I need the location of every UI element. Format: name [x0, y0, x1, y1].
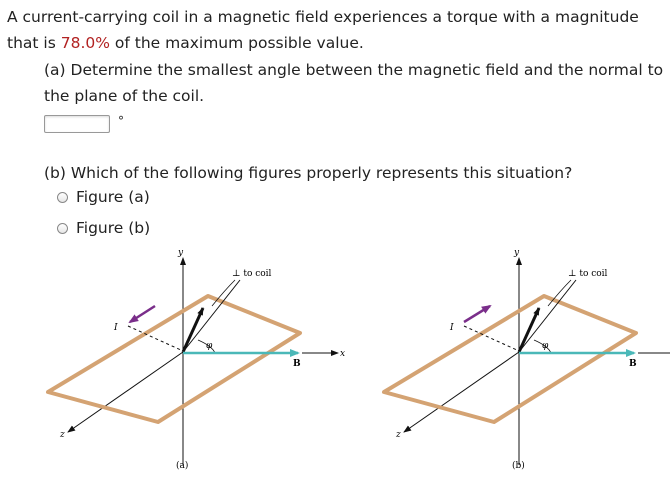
answer-row	[44, 114, 124, 134]
field-label: B	[293, 359, 301, 369]
option-figure-b[interactable]	[57, 219, 150, 237]
z-axis	[404, 352, 519, 432]
part-a-prompt: (a) Determine the smallest angle between the magnetic field and the normal to the plane of the coil.	[44, 61, 664, 105]
figure-b	[378, 240, 668, 473]
z-axis	[68, 352, 183, 432]
x-axis-label: x	[340, 349, 346, 359]
angle-label: φ	[542, 341, 549, 351]
torque-percent: 78.0%	[60, 34, 110, 52]
option-figure-a[interactable]	[57, 188, 150, 206]
option-figure-a-label: Figure (a)	[76, 188, 150, 206]
normal-label: ⊥ to coil	[568, 269, 608, 279]
part-b-prompt: (b) Which of the following figures properly represents this situation?	[44, 164, 573, 182]
current-arrow	[464, 306, 490, 322]
coil-loop	[48, 296, 300, 422]
degree-unit: °	[118, 114, 124, 128]
y-axis-label: y	[514, 248, 520, 258]
current-label: I	[450, 323, 454, 333]
option-figure-b-label: Figure (b)	[76, 219, 151, 237]
intro-after: of the maximum possible value.	[109, 34, 364, 52]
field-label: B	[629, 359, 637, 369]
angle-answer-input[interactable]	[44, 115, 110, 133]
figure-b-diagram	[378, 240, 670, 473]
figure-caption: (b)	[512, 461, 525, 471]
radio-figure-a[interactable]	[57, 192, 68, 203]
question-intro	[7, 4, 667, 56]
radio-figure-b[interactable]	[57, 223, 68, 234]
z-axis-label: z	[60, 430, 65, 440]
intro-before: A current-carrying coil in a magnetic field experiences a torque with a magnitude that is	[7, 8, 639, 52]
figure-caption: (a)	[176, 461, 189, 471]
angle-label: φ	[206, 341, 213, 351]
coil-loop	[384, 296, 636, 422]
y-axis-label: y	[178, 248, 184, 258]
figure-a-diagram	[40, 240, 346, 473]
current-label: I	[114, 323, 118, 333]
z-axis-label: z	[396, 430, 401, 440]
normal-label: ⊥ to coil	[232, 269, 272, 279]
figure-a	[40, 240, 346, 473]
current-arrow	[130, 306, 155, 322]
